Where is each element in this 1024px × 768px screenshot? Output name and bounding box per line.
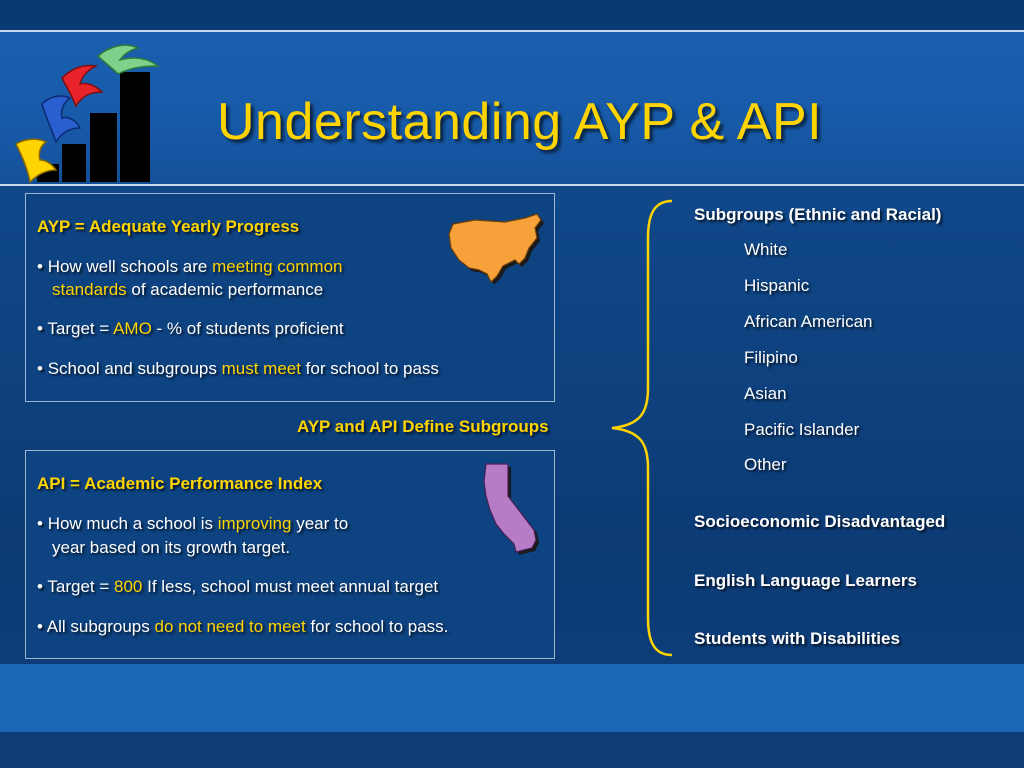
api-title: API = Academic Performance Index [37, 474, 323, 493]
socioeconomic-heading: Socioeconomic Disadvantaged [694, 512, 946, 531]
subgroup-other: Other [744, 455, 787, 474]
usa-map-icon [445, 212, 545, 284]
api-bullet-1-cont: year based on its growth target. [52, 538, 291, 557]
ayp-bullet-1: • How well schools are meeting common [37, 257, 343, 276]
subgroup-filipino: Filipino [744, 348, 798, 367]
ayp-title: AYP = Adequate Yearly Progress [37, 217, 300, 236]
subgroup-white: White [744, 240, 788, 259]
subgroup-african-american: African American [744, 312, 873, 331]
curly-brace-icon [600, 193, 680, 663]
english-learners-heading: English Language Learners [694, 571, 917, 590]
disabilities-heading: Students with Disabilities [694, 629, 900, 648]
bottom-band [0, 664, 1024, 732]
api-box [25, 450, 555, 659]
california-map-icon [478, 460, 542, 556]
ayp-bullet-2: • Target = AMO - % of students proficient [37, 319, 344, 338]
api-bullet-1: • How much a school is improving year to [37, 514, 349, 533]
define-subgroups-label: AYP and API Define Subgroups [297, 417, 549, 436]
api-bullet-2: • Target = 800 If less, school must meet annual target [37, 577, 439, 596]
slide-title: Understanding AYP & API [217, 93, 823, 151]
title-divider [0, 184, 1024, 186]
ayp-bullet-3: • School and subgroups must meet for school to pass [37, 359, 439, 378]
bar-chart-birds-icon [10, 38, 160, 183]
subgroup-hispanic: Hispanic [744, 276, 810, 295]
api-bullet-3: • All subgroups do not need to meet for school to pass. [37, 617, 449, 636]
subgroup-pacific-islander: Pacific Islander [744, 420, 860, 439]
ayp-bullet-1-cont: standards of academic performance [52, 280, 324, 299]
ethnic-subgroups-heading: Subgroups (Ethnic and Racial) [694, 205, 942, 224]
top-strip [0, 0, 1024, 30]
subgroup-asian: Asian [744, 384, 787, 403]
bottom-strip [0, 732, 1024, 768]
